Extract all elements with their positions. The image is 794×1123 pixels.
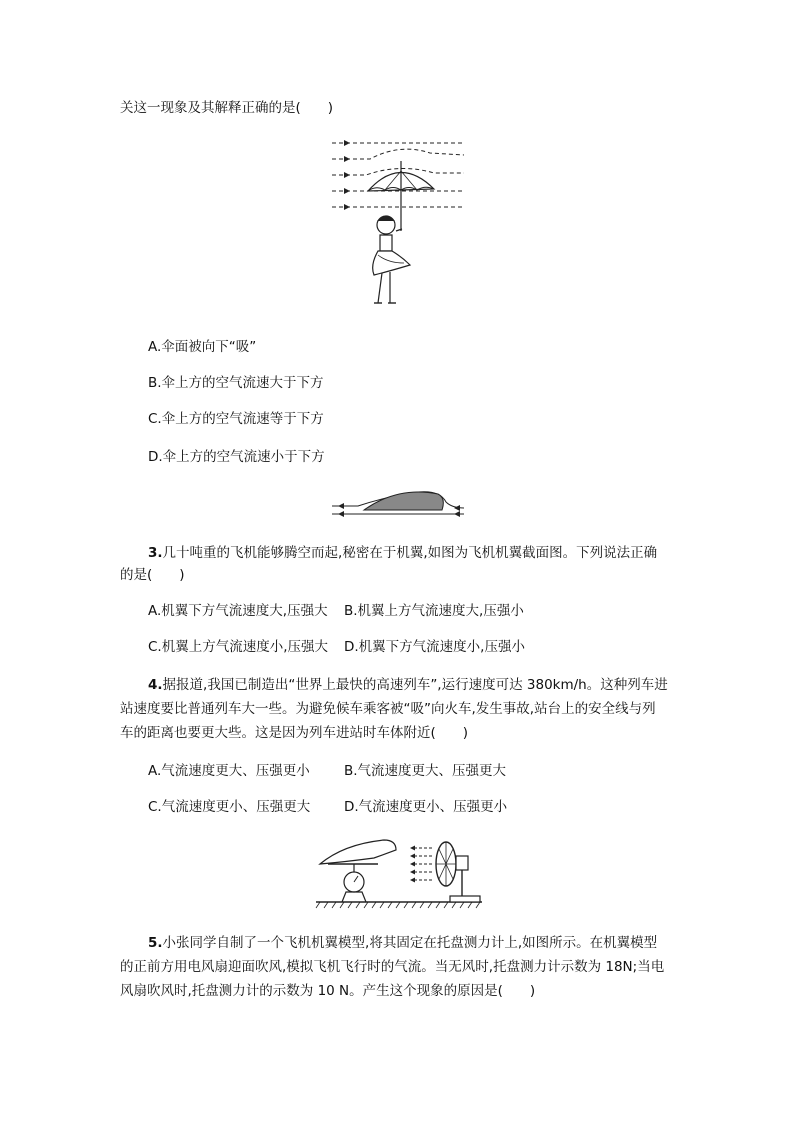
q3-line1: [148, 540, 657, 567]
q3-option-d: D.机翼下方气流速度小,压强小: [344, 639, 525, 655]
q4-option-d: D.气流速度更小、压强更小: [344, 799, 508, 815]
q5-number: 5.: [148, 935, 163, 951]
umbrella-figure: [330, 133, 470, 313]
q4-line2: 站速度要比普通列车大一些。为避免候车乘客被“吸”向火车,发生事故,站台上的安全线与列: [120, 701, 656, 717]
q4-option-c: C.气流速度更小、压强更大: [148, 799, 311, 815]
q3-option-a: A.机翼下方气流速度大,压强大: [148, 603, 328, 619]
q4-line1: [148, 672, 668, 699]
q5-text-1: 小张同学自制了一个飞机机翼模型,将其固定在托盘测力计上,如图所示。在机翼模型: [162, 935, 658, 951]
q5-line1: [148, 930, 657, 957]
q3-number: 3.: [148, 545, 163, 561]
q3-text-1: 几十吨重的飞机能够腾空而起,秘密在于机翼,如图为飞机机翼截面图。下列说法正确: [162, 545, 658, 561]
q3-option-b: B.机翼上方气流速度大,压强小: [344, 603, 524, 619]
q2-option-c: C.伞上方的空气流速等于下方: [148, 411, 324, 427]
q4-option-b: B.气流速度更大、压强更大: [344, 763, 507, 779]
q4-option-a: A.气流速度更大、压强更小: [148, 763, 310, 779]
q5-line3: 风扇吹风时,托盘测力计的示数为 10 N。产生这个现象的原因是( ): [120, 983, 536, 999]
intro-line: 关这一现象及其解释正确的是( ): [120, 100, 334, 116]
q2-option-a: A.伞面被向下“吸”: [148, 339, 257, 355]
wing-scale-fan-figure: [314, 836, 486, 910]
q2-option-b: B.伞上方的空气流速大于下方: [148, 375, 324, 391]
q5-line2: 的正前方用电风扇迎面吹风,模拟飞机飞行时的气流。当无风时,托盘测力计示数为 18N;当电: [120, 959, 665, 975]
q2-option-d: D.伞上方的空气流速小于下方: [148, 449, 325, 465]
q4-line3: 车的距离也要更大些。这是因为列车进站时车体附近( ): [120, 725, 469, 741]
q3-line2: 的是( ): [120, 567, 185, 583]
wing-figure: [328, 488, 468, 524]
q4-text-1: 据报道,我国已制造出“世界上最快的高速列车”,运行速度可达 380km/h。这种列车进: [162, 677, 668, 693]
q4-number: 4.: [148, 677, 163, 693]
q3-option-c: C.机翼上方气流速度小,压强大: [148, 639, 329, 655]
